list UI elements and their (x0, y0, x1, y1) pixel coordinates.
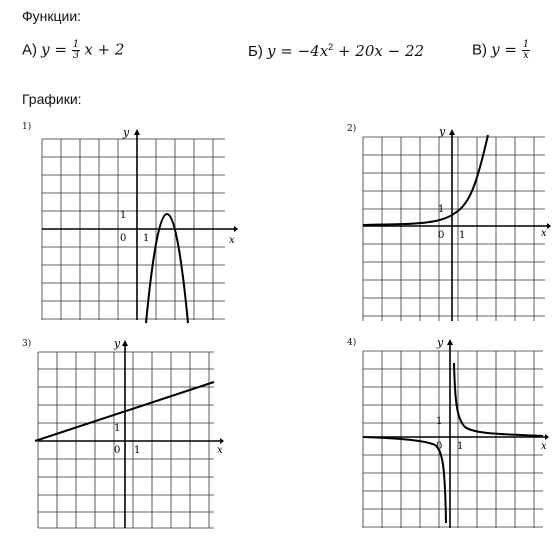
graph-1-x-arrow (234, 226, 238, 232)
function-a-numerator: 1 (72, 39, 80, 50)
graph-3-x-arrow (220, 438, 224, 444)
graph-4-one-y: 1 (436, 416, 443, 427)
graph-4 (355, 333, 555, 533)
graph-1 (30, 125, 240, 325)
graph-3 (28, 334, 228, 534)
graph-1-zero: 0 (120, 233, 127, 244)
graph-3-number: 3) (22, 339, 32, 349)
graph-2-x-arrow (547, 223, 551, 229)
function-a-pre: y = (41, 40, 72, 59)
function-c-letter: В) (472, 41, 487, 59)
graph-3-zero: 0 (114, 445, 121, 456)
functions-heading: Функции: (22, 8, 82, 24)
graph-3-one-y: 1 (114, 423, 121, 434)
function-c (472, 40, 530, 61)
graph-2 (355, 125, 555, 325)
graph-1-one-x: 1 (143, 233, 150, 244)
graph-3-y-label: y (114, 337, 121, 350)
graph-4-grid (363, 351, 543, 528)
graph-2-y-label: y (439, 125, 446, 138)
graph-4-one-x: 1 (457, 441, 464, 452)
function-b (248, 42, 424, 60)
graph-2-one-x: 1 (459, 230, 466, 241)
graph-1-number: 1) (22, 122, 32, 132)
graph-4-number: 4) (347, 338, 357, 348)
function-c-fraction (522, 40, 530, 61)
graph-4-zero: 0 (436, 441, 443, 452)
graph-2-zero: 0 (438, 230, 445, 241)
graph-4-x-label: x (541, 441, 547, 452)
graph-2-y-arrow (449, 129, 455, 135)
graph-3-one-x: 1 (134, 445, 141, 456)
function-c-denominator: x (523, 50, 529, 61)
graph-4-curve-right (454, 363, 543, 436)
function-a (22, 40, 124, 61)
function-b-exponent: 2 (328, 42, 334, 52)
graph-1-y-label: y (123, 126, 130, 139)
graph-1-one-y: 1 (120, 210, 127, 221)
function-b-letter: Б) (248, 43, 263, 60)
function-c-numerator: 1 (522, 39, 530, 50)
graph-1-curve (146, 214, 188, 323)
graph-4-y-arrow (447, 339, 453, 345)
graphs-heading: Графики: (22, 91, 82, 107)
function-b-expr-a: y = −4x (267, 42, 329, 60)
graph-1-y-arrow (134, 129, 140, 135)
graph-3-grid (38, 352, 214, 528)
graph-3-x-label: x (217, 445, 223, 456)
function-a-post: x + 2 (84, 40, 125, 59)
graph-2-one-y: 1 (438, 204, 445, 215)
graph-1-x-label: x (229, 235, 235, 246)
function-a-letter: А) (22, 41, 37, 59)
graph-2-x-label: x (541, 228, 547, 239)
graph-4-y-label: y (437, 336, 444, 349)
function-b-expr-b: + 20x − 22 (333, 42, 425, 60)
graph-3-y-arrow (122, 340, 128, 346)
graph-2-number: 2) (347, 124, 357, 134)
graph-4-curve-left (363, 437, 446, 523)
graph-2-grid (363, 137, 545, 321)
function-c-pre: y = (491, 40, 522, 59)
function-a-fraction (72, 40, 80, 61)
graph-4-x-arrow (545, 434, 549, 440)
function-a-denominator: 3 (72, 50, 80, 61)
